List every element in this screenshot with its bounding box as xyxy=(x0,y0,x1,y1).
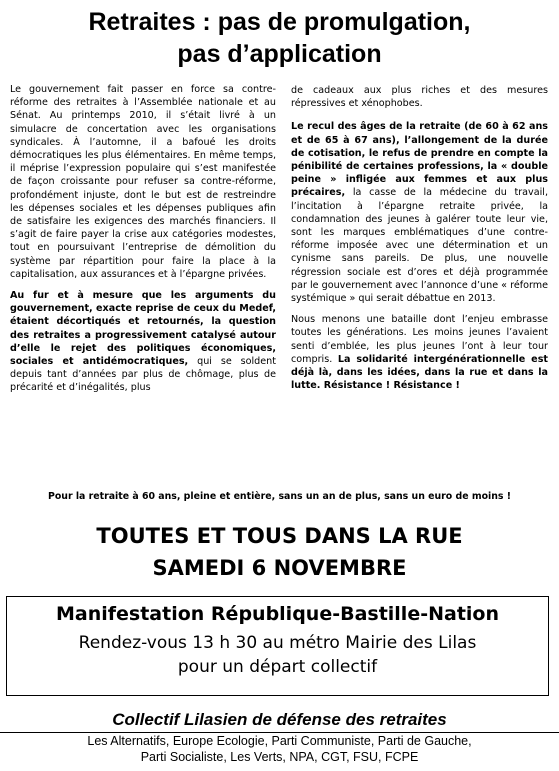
call-to-action xyxy=(0,520,559,584)
right-paragraph-0: de cadeaux aux plus riches et des mesures répressives et xénophobes. xyxy=(291,85,548,110)
right-paragraph-2-bold: La solidarité intergénérationnelle est déjà là, dans les idées, dans la rue et dans la lutte. Résistance ! Résistance ! xyxy=(291,353,548,392)
page-title xyxy=(0,6,559,70)
member-line-2: Parti Socialiste, Les Verts, NPA, CGT, FSU, FCPE xyxy=(140,750,419,764)
right-paragraph-2 xyxy=(291,313,548,392)
call-to-action-line-2: SAMEDI 6 NOVEMBRE xyxy=(152,556,407,580)
member-line-1: Les Alternatifs, Europe Ecologie, Parti Communiste, Parti de Gauche, xyxy=(87,734,472,748)
left-paragraph-1: Le gouvernement fait passer en force sa contre-réforme des retraites à l’Assemblée nationale et au Sénat. Au printemps 2010, il s’était livré à un simulacre de concertation avec les organisations syndicales. À l’automne, il a bafoué les droits démocratiques les plus élémentaires. En même temps, il méprise l’expression populaire qui s’est manifestée de façon croissante pour refuser sa contre-réforme, profondément injuste, dont le but est de restreindre les dépenses sociales et les dépenses publiques afin de satisfaire les exigences des marchés financiers. Il s’agit de faire payer la crise aux catégories modestes, tout en poursuivant l’entreprise de démolition du système par répartition pour faire la place à la capitalisation, aux assurances et à l’épargne privées. xyxy=(10,84,276,280)
call-to-action-line-1: TOUTES ET TOUS DANS LA RUE xyxy=(96,524,463,548)
slogan: Pour la retraite à 60 ans, pleine et entière, sans un an de plus, sans un euro de moins ! xyxy=(47,491,512,502)
left-paragraph-2-rest: qui se soldent depuis tant d’années par plus de chômage, plus de précarité et d’inégalités, plus xyxy=(10,356,276,394)
event-details xyxy=(7,631,548,679)
right-paragraph-2-text: Nous menons une bataille dont l’enjeu embrasse toutes les générations. Les moins jeunes l’avaient senti d’emblée, les plus jeunes l’ont à leur tour compris. xyxy=(291,314,548,365)
title-line-1: Retraites : pas de promulgation, xyxy=(88,8,471,36)
left-paragraph-2-bold: Au fur et à mesure que les arguments du gouvernement, exacte reprise de ceux du Medef, étaient décortiqués et retournés, la question des retraites a progressivement catalysé autour d’elle le rejet des politiques économiques, sociales et antidémocratiques, xyxy=(10,290,277,368)
event-heading: Manifestation République-Bastille-Nation xyxy=(56,603,499,625)
event-meeting-point: Rendez-vous 13 h 30 au métro Mairie des Lilas xyxy=(78,633,477,653)
right-column xyxy=(291,84,548,400)
left-paragraph-2 xyxy=(10,289,276,395)
right-paragraph-1-rest: la casse de la médecine du travail, l’incitation à l’épargne retraite privée, la condamnation des jeunes à galérer toute leur vie, sont les marques emblématiques d’une contre-réforme imposée avec une détermination et un cynisme sans pareils. De plus, une nouvelle régression sociale est d’ores et déjà programmée par le gouvernement avec l’annonce d’une « réforme systémique » qui serait débattue en 2013. xyxy=(291,187,548,305)
member-organizations xyxy=(0,733,559,765)
event-departure: pour un départ collectif xyxy=(177,657,378,677)
right-paragraph-1-bold: Le recul des âges de la retraite (de 60 à 62 ans et de 65 à 67 ans), l’allongement de la durée de cotisation, le refus de prendre en compte la pénibilité de certaines professions, la « double peine » infligée aux femmes et aux plus précaires, xyxy=(291,121,548,199)
right-paragraph-1 xyxy=(291,120,548,305)
organizer-name: Collectif Lilasien de défense des retraites xyxy=(112,710,447,729)
left-column xyxy=(10,83,276,403)
title-line-2: pas d’application xyxy=(177,40,382,68)
event-box xyxy=(6,596,549,696)
